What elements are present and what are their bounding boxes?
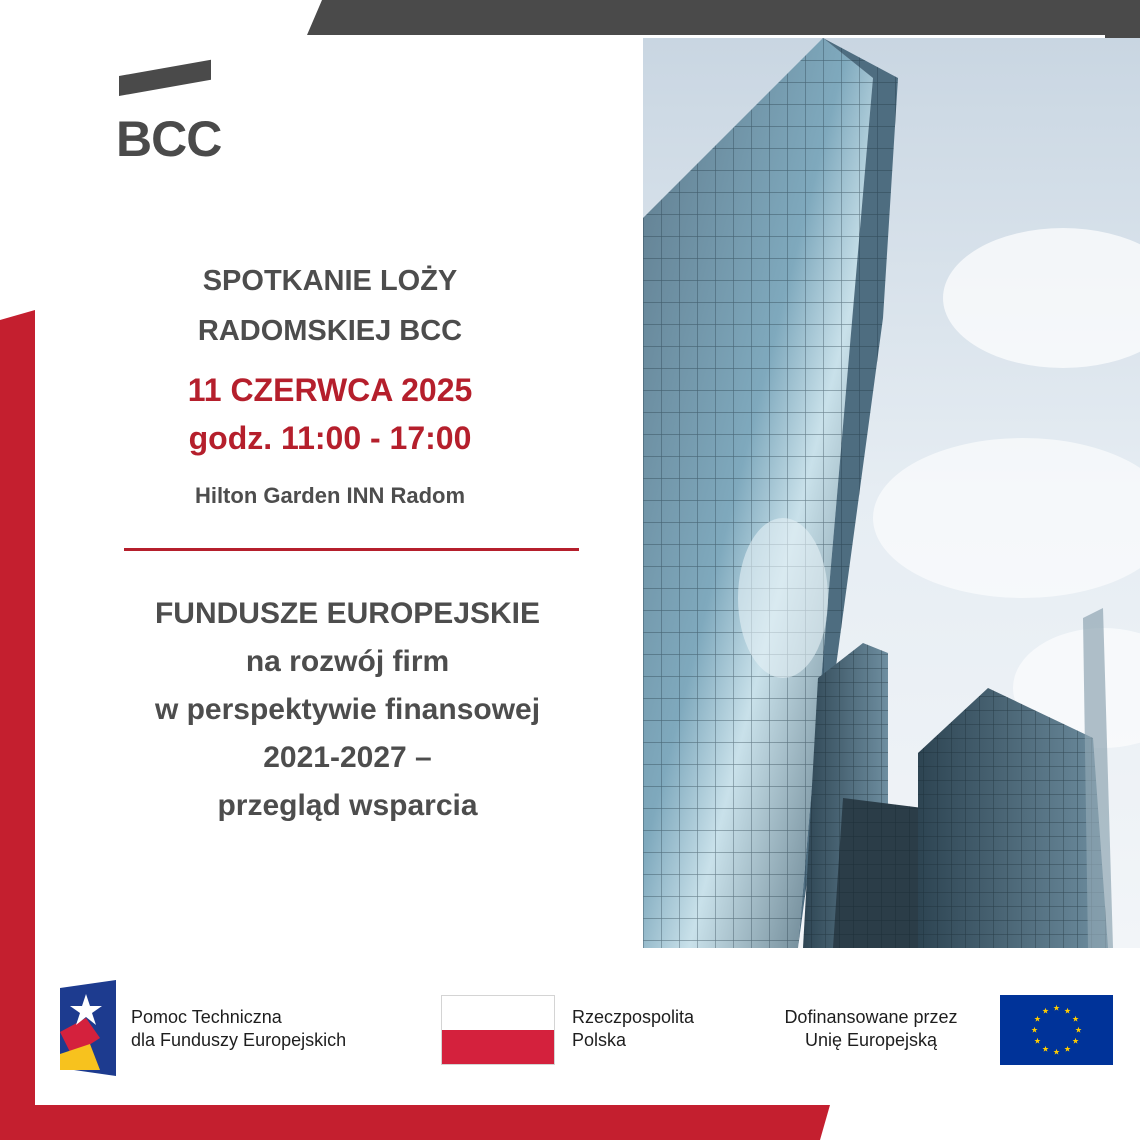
eu-flag-icon <box>1000 995 1113 1065</box>
divider <box>124 548 579 551</box>
event-title-line2: RADOMSKIEJ BCC <box>197 315 463 347</box>
pl-line1: Rzeczpospolita <box>572 1007 695 1027</box>
red-band-bottom <box>35 1105 830 1140</box>
event-title <box>120 256 540 356</box>
event-date-block <box>120 366 540 462</box>
eu-text <box>760 1006 982 1052</box>
topic-line5: przegląd wsparcia <box>217 789 478 822</box>
bcc-logo-text: BCC <box>116 111 222 167</box>
red-band-left <box>0 310 35 1140</box>
topic-line4: 2021-2027 – <box>263 741 432 774</box>
event-time: godz. 11:00 - 17:00 <box>188 420 472 456</box>
event-venue: Hilton Garden INN Radom <box>194 483 466 508</box>
bcc-logo <box>116 68 226 168</box>
fe-line1: Pomoc Techniczna <box>131 1007 282 1027</box>
topic-line1: FUNDUSZE EUROPEJSKIE <box>154 597 541 630</box>
topic-block <box>100 590 595 830</box>
event-date: 11 CZERWCA 2025 <box>187 372 473 408</box>
pl-text <box>572 1006 694 1052</box>
fundusze-europejskie-icon <box>60 980 116 1076</box>
topic-line2: na rozwój firm <box>245 645 450 678</box>
pl-line2: Polska <box>572 1030 627 1050</box>
fe-line2: dla Funduszy Europejskich <box>131 1030 347 1050</box>
eu-line2: Unię Europejską <box>804 1030 938 1050</box>
building-photo <box>643 38 1140 948</box>
event-title-line1: SPOTKANIE LOŻY <box>202 265 458 297</box>
eu-line1: Dofinansowane przez <box>784 1007 958 1027</box>
polish-flag-icon <box>441 995 555 1065</box>
fe-text <box>131 1006 346 1052</box>
topic-line3: w perspektywie finansowej <box>154 693 541 726</box>
